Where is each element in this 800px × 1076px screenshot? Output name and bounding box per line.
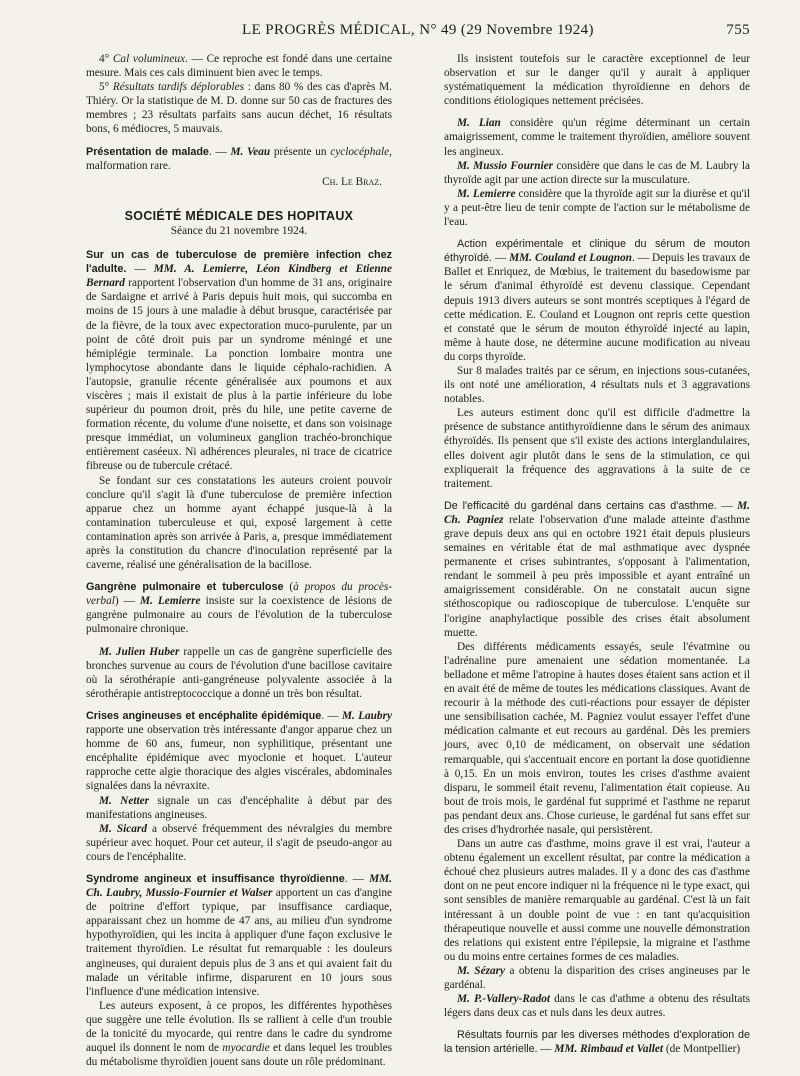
paragraph-resultats-tardifs: 5° Résultats tardifs déplorables : dans 80 % des cas d'après M. Thiéry. Or la statistique de M. D. donne sur 50 cas de fractures des membres ; 23 résultats parfaits sans aucun déchet, 16 résultats bons, 6 médiocres, 5 mauvais. [86,81,392,136]
paragraph-lian: M. Lian considère qu'un régime déterminant un certain amaigrissement, comme le traitement thyroïdien, améliore souvent les angineux. [444,117,750,158]
paragraph-medicaments-essayes: Des différents médicaments essayés, seule l'évatmine ou l'adrénaline pure amenaient une sédation momentanée. La belladone et même l'atropine à hautes doses étaient sans action et il en avait été de même de toutes les médications classiques. Avant de recourir à la méthode des cuti-réactions pour essayer de dépister une sensibilisation cachée, M. Pagniez voulut essayer l'effet d'une médication calmante et eut recours au gardénal. Dès les premiers jours, avec 0,10 de médicament, on observait une sédation remarquable, qui s'accentuait encore en portant la dose quotidienne à 0,15. En un mois environ, toutes les crises d'asthme avaient disparu, le sommeil était revenu, l'alimentation était copieuse. Au bout de trois mois, le gardénal fut supprimé et l'asthme ne reparut pas pendant deux ans. Chose curieuse, le gardénal fut sans effet sur des crises d'hydrorhée nasale, qui persistèrent. [444,640,750,836]
author-signature: Ch. Le Braz. [322,175,382,188]
paragraph-cal-volumineux: 4° Cal volumineux. — Ce reproche est fondé dans une certaine mesure. Mais ces cals diminuent bien avec le temps. [86,53,392,80]
paragraph-gangrene-pulmonaire: Gangrène pulmonaire et tuberculose (à propos du procès-verbal) — M. Lemierre insiste sur la coexistence de lésions de gangrène pulmonaire au cours de l'évolution de la tuberculose pulmonaire chronique. [86,581,392,636]
paragraph-sezary: M. Sézary a obtenu la disparition des crises angineuses par le gardénal. [444,964,750,991]
journal-title: LE PROGRÈS MÉDICAL, N° 49 (29 Novembre 1924) [242,22,594,38]
paragraph-crises-angineuses: Crises angineuses et encéphalite épidémique. — M. Laubry rapporte une observation très intéressante d'angor apparue chez un homme de 60 ans, fumeur, non syphilitique, présentant une encéphalite épidémique avec myoclonie et hoquet. L'auteur rapproche cette algie thoracique des algies viscérales, abdominales signalées dans la névraxite. [86,709,392,793]
society-heading: SOCIÉTÉ MÉDICALE DES HOPITAUX [124,208,354,223]
paragraph-auteurs-estiment: Les auteurs estiment donc qu'il est difficile d'admettre la présence de substance antithyroïdienne dans le sérum des animaux éthyroïdés. Ils pensent que s'il existe des actions interglandulaires, elles doivent agir plutôt dans le sens de la stimulation, ce qui expliquerait la fréquence des aggravations à la suite de ce traitement. [444,407,750,490]
paragraph-hypotheses: Les auteurs exposent, à ce propos, les différentes hypothèses que suggère une telle évolution. Ils se rallient à celle d'un trouble de la tonicité du myocarde, qui rentre dans le cadre du syndrome auquel ils donnent le nom de myocardie et dans lequel les troubles du métabolisme thyroïdien jouent sans doute un rôle prédominant. [86,999,393,1069]
paragraph-serum-mouton: Action expérimentale et clinique du sérum de mouton éthyroïdé. — MM. Couland et Lougnon. — Depuis les travaux de Ballet et Enriquez, de Mœbius, le traitement du basedowisme par le sérum d'animal éthyroïdé est devenu classique. Cependant depuis 1913 divers auteurs se sont montrés sceptiques à l'égard de cette médication. E. Couland et Lougnon ont repris cette question et constaté que le sérum de mouton éthyroïdé injecté au lapin, même à haute dose, ne détermine aucune modification au niveau du corps thyroïde. [444,238,750,363]
paragraph-danger-systematique: Ils insistent toutefois sur le caractère exceptionnel de leur observation et sur le danger qu'il y aurait à appliquer systématiquement la médication thyroïdienne en dehors de conditions étiologiques nettement précisées. [444,53,750,108]
right-column [444,52,750,1069]
paragraph-syndrome-angineux: Syndrome angineux et insuffisance thyroïdienne. — MM. Ch. Laubry, Mussio-Fournier et Walser apportent un cas d'angine de poitrine d'effort typique, par insuffisance cardiaque, apparaissant chez un homme de 47 ans, au milieu d'un syndrome hypothyroïdien, qui les incita à appliquer d'une façon exclusive le traitement thyroïdien. Le résultat fut remarquable : les douleurs angineuses, qui duraient depuis plus de 3 ans et qui avaient fait du malade un véritable infirme, disparurent en 10 jours sous l'influence d'une médication intensive. [86,872,392,998]
page-number: 755 [726,22,750,38]
paragraph-vallery-radot: M. P.-Vallery-Radot dans le cas d'athme a obtenu des résultats légers dans deux cas et nuls dans les deux autres. [444,993,750,1020]
session-date: Séance du 21 novembre 1924. [170,224,308,237]
paragraph-tuberculose-adulte: Sur un cas de tuberculose de première infection chez l'adulte. — MM. A. Lemierre, Léon Kindberg et Etienne Bernard rapportent l'observation d'un homme de 31 ans, originaire de Sardaigne et arrivé à Paris depuis huit mois, qui succomba en moins de 15 jours à une maladie à début brusque, caractérisée par de la fièvre, de la toux avec expectoration muco-purulente, par un point de côté droit puis par un syndrome méningé et une hémiplégie terminale. La ponction lombaire montra une lymphocytose abondante dans le liquide céphalo-rachidien. A l'autopsie, granulie récente généralisée aux poumons et aux viscères ; mais il existait de plus à la partie inférieure du lobe supérieur du poumon droit, près du hile, une petite caverne de formation récente, du volume d'une noisette, et dans son voisinage presque immédiat, un volumineux ganglion trachéo-bronchique entièrement caséeux. Ni adhérences pleurales, ni trace de cicatrice fibreuse ou de tubercule crétacé. [86,249,392,473]
paragraph-presentation-malade: Présentation de malade. — M. Veau présente un cyclocéphale, malformation rare. [86,145,392,172]
paragraph-lemierre-thyroide: M. Lemierre considère que la thyroïde agit sur la diurèse et qu'il y a peut-être lieu de tenir compte de l'action sur le métabolisme de l'eau. [444,187,750,229]
paragraph-huber: M. Julien Huber rappelle un cas de gangrène superficielle des bronches survenue au cours de l'évolution d'une bacillose cavitaire où la sérothérapie anti-gangréneuse polyvalente associée à la sérothérapie antistreptococcique a donné un très bon résultat. [86,645,392,700]
paragraph-malades-traites: Sur 8 malades traités par ce sérum, en injections sous-cutanées, ils ont noté une amélioration, 4 résultats nuls et 3 aggravations notables. [444,364,750,406]
paragraph-sicard: M. Sicard a observé fréquemment des névralgies du membre supérieur avec hoquet. Pour cet auteur, il s'agit de pseudo-angor au cours de l'encéphalite. [86,822,392,863]
text-columns [86,52,750,1069]
paragraph-tension-arterielle: Résultats fournis par les diverses méthodes d'exploration de la tension artérielle. — MM. Rimbaud et Vallet (de Montpellier) [444,1029,750,1056]
paragraph-conclusion-tuberculose: Se fondant sur ces constatations les auteurs croient pouvoir conclure qu'il s'agit là d'une tuberculose de première infection apparue chez un homme ayant échappé jusque-là à la contamination tuberculeuse et qui, exposé largement à cette contamination après son arrivée à Paris, a, presque immédiatement après la constitution du chancre d'inoculation représenté par la caverne, réalisé une généralisation de la bacillose. [86,474,392,572]
paragraph-autre-cas-asthme: Dans un autre cas d'asthme, moins grave il est vrai, l'auteur a obtenu également un excellent résultat, par contre la médication a échoué chez plusieurs autres malades. Il y a donc des cas d'asthme dont on ne peut encore indiquer ni la fréquence ni le type exact, qui sont sensibles de manière remarquable au gardénal. C'est là un fait intéressant à un double point de vue : en tant qu'acquisition thérapeutique nouvelle et aussi comme une nouvelle démonstration des relations qui existent entre l'épilepsie, la migraine et l'asthme ou du moins entre certaines formes de ces maladies. [444,838,750,963]
paragraph-netter: M. Netter signale un cas d'encéphalite à début par des manifestations angineuses. [86,794,392,821]
running-header [86,22,750,44]
left-column [86,52,392,1069]
paragraph-mussio-fournier: M. Mussio Fournier considère que dans le cas de M. Laubry la thyroïde agit par une action directe sur la musculature. [444,159,750,186]
paragraph-gardenal-asthme: De l'efficacité du gardénal dans certains cas d'asthme. — M. Ch. Pagniez relate l'observation d'une malade atteinte d'asthme grave depuis deux ans qui en octobre 1921 était depuis plusieurs semaines en véritable état de mal asthmatique avec dyspnée permanente et crises subintrantes, s'opposant à l'alimentation, rendant le sommeil à peu près impossible et ayant entraîné un amaigrissement considérable. On ne constatait aucun signe stéthoscopique ou radioscopique de tuberculose. L'enquête sur l'origine anaphylactique possible des crises était absolument muette. [444,499,750,639]
